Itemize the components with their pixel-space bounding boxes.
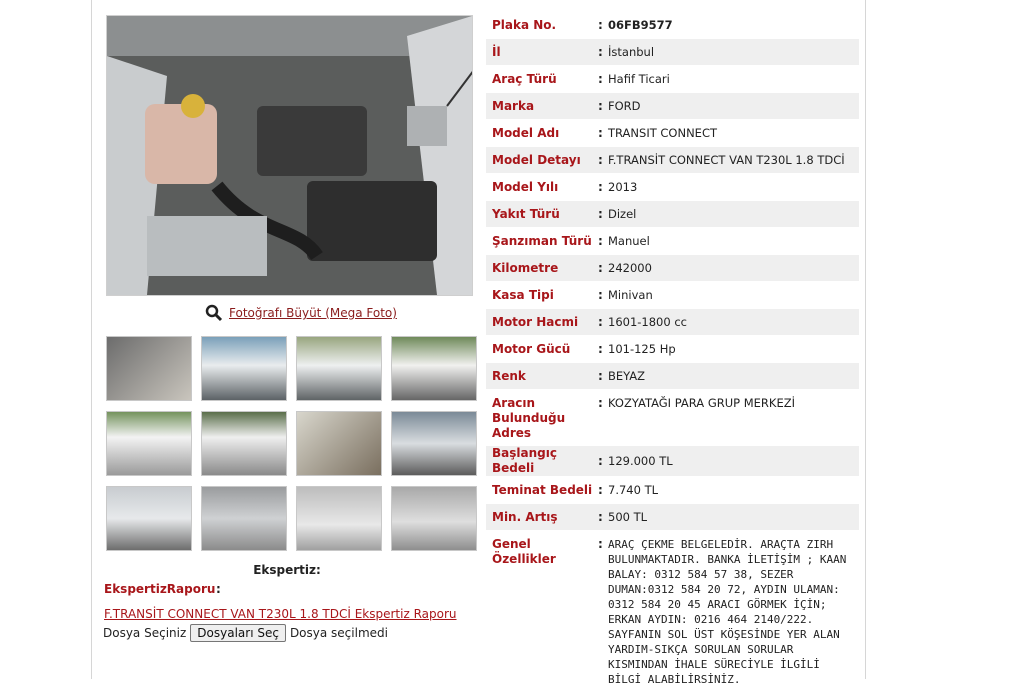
- thumbnail-photo[interactable]: [391, 336, 477, 401]
- listing-panel: [91, 0, 866, 686]
- details-label: Teminat Bedeli: [492, 482, 593, 497]
- details-value: F.TRANSİT CONNECT VAN T230L 1.8 TDCİ: [608, 152, 845, 167]
- details-value: 1601-1800 cc: [608, 314, 687, 329]
- details-colon: :: [598, 72, 603, 86]
- details-colon: :: [598, 180, 603, 194]
- details-value: FORD: [608, 98, 641, 113]
- zoom-photo-label[interactable]: Fotoğrafı Büyüt (Mega Foto): [229, 306, 397, 320]
- details-label: İl: [492, 44, 501, 59]
- details-row: [486, 93, 859, 120]
- details-value: 242000: [608, 260, 652, 275]
- details-row: [486, 390, 859, 446]
- details-label: Yakıt Türü: [492, 206, 560, 221]
- details-row: [486, 282, 859, 309]
- thumbnail-grid: [106, 336, 478, 552]
- thumbnail-photo[interactable]: [296, 336, 382, 401]
- details-value: Manuel: [608, 233, 650, 248]
- details-colon: :: [598, 510, 603, 524]
- details-row: [486, 531, 859, 692]
- details-value: 129.000 TL: [608, 453, 673, 468]
- details-label: Kasa Tipi: [492, 287, 554, 302]
- magnifier-icon: [205, 304, 223, 322]
- details-label: Model Detayı: [492, 152, 581, 167]
- thumbnail-photo[interactable]: [106, 486, 192, 551]
- engine-photo-illustration: [107, 16, 472, 295]
- ekspertiz-report-link[interactable]: F.TRANSİT CONNECT VAN T230L 1.8 TDCİ Ekspertiz Raporu: [104, 607, 457, 621]
- file-upload-label: Dosya Seçiniz: [103, 626, 187, 640]
- details-colon: :: [598, 126, 603, 140]
- details-colon: :: [598, 537, 603, 551]
- details-row: [486, 66, 859, 93]
- details-label: Model Adı: [492, 125, 560, 140]
- main-vehicle-photo[interactable]: [106, 15, 473, 296]
- details-label: Araç Türü: [492, 71, 557, 86]
- zoom-photo-link[interactable]: [205, 304, 397, 322]
- details-colon: :: [598, 315, 603, 329]
- details-label: Marka: [492, 98, 535, 113]
- details-label: Başlangıç Bedeli: [492, 446, 557, 475]
- details-value: BEYAZ: [608, 368, 646, 383]
- details-row: [486, 120, 859, 147]
- details-label: Min. Artış: [492, 509, 558, 524]
- details-row: [486, 12, 859, 39]
- details-value: TRANSIT CONNECT: [608, 125, 717, 140]
- details-label: Aracın Bulunduğu Adres: [492, 396, 566, 440]
- details-row: [486, 477, 859, 504]
- details-label: Motor Hacmi: [492, 314, 579, 329]
- details-value: KOZYATAĞI PARA GRUP MERKEZİ: [608, 396, 795, 410]
- details-row: [486, 309, 859, 336]
- details-row: [486, 363, 859, 390]
- ekspertiz-rapor-label: EkspertizRaporu: [104, 582, 216, 596]
- details-row: [486, 39, 859, 66]
- choose-files-button[interactable]: Dosyaları Seç: [190, 624, 286, 642]
- details-value: ARAÇ ÇEKME BELGELEDİR. ARAÇTA ZIRH BULUNMAKTADIR. BANKA İLETİŞİM ; KAAN BALAY: 0312 584 57 38, SEZER DUMAN:0312 584 20 72, AYDIN ULAMAN: 0312 584 20 45 ARACI GÖRMEK İÇİN; ERKAN AYDIN: 0216 464 2140/222. SAYFANIN SOL ÜST KÖŞESİNDE YER ALAN YARDIM-SIKÇA SORULAN SORULAR KISMINDAN İHALE SÜRECİYLE İLGİLİ BİLGİ ALABİLİRSİNİZ.: [608, 538, 847, 686]
- ekspertiz-heading: Ekspertiz:: [253, 563, 321, 577]
- details-value: 7.740 TL: [608, 482, 659, 497]
- ekspertiz-rapor-colon: :: [216, 582, 221, 596]
- details-row: [486, 255, 859, 282]
- details-colon: :: [598, 342, 603, 356]
- details-label: Model Yılı: [492, 179, 559, 194]
- thumbnail-photo[interactable]: [106, 336, 192, 401]
- details-colon: :: [598, 288, 603, 302]
- details-colon: :: [598, 234, 603, 248]
- details-colon: :: [598, 153, 603, 167]
- details-label: Genel Özellikler: [492, 537, 556, 566]
- thumbnail-photo[interactable]: [201, 486, 287, 551]
- file-upload-row: [103, 624, 388, 642]
- details-value: İstanbul: [608, 44, 655, 59]
- thumbnail-photo[interactable]: [296, 486, 382, 551]
- thumbnail-photo[interactable]: [201, 411, 287, 476]
- details-row: [486, 228, 859, 255]
- details-value: Dizel: [608, 206, 637, 221]
- details-label: Motor Gücü: [492, 341, 571, 356]
- details-value: Hafif Ticari: [608, 71, 670, 86]
- details-colon: :: [598, 99, 603, 113]
- details-value: 2013: [608, 179, 638, 194]
- details-value: 500 TL: [608, 509, 648, 524]
- details-colon: :: [598, 45, 603, 59]
- details-row: [486, 201, 859, 228]
- details-row: [486, 147, 859, 174]
- thumbnail-photo[interactable]: [391, 486, 477, 551]
- thumbnail-photo[interactable]: [106, 411, 192, 476]
- details-row: [486, 504, 859, 531]
- details-colon: :: [598, 396, 603, 410]
- details-row: [486, 174, 859, 201]
- photo-column: [92, 0, 482, 679]
- details-colon: :: [598, 18, 603, 32]
- details-label: Kilometre: [492, 260, 559, 275]
- details-label: Renk: [492, 368, 526, 383]
- thumbnail-photo[interactable]: [201, 336, 287, 401]
- details-colon: :: [598, 207, 603, 221]
- details-label: Plaka No.: [492, 17, 557, 32]
- details-value: 06FB9577: [608, 17, 673, 32]
- details-colon: :: [598, 454, 603, 468]
- details-label: Şanzıman Türü: [492, 233, 592, 248]
- thumbnail-photo[interactable]: [296, 411, 382, 476]
- details-value: Minivan: [608, 287, 653, 302]
- details-row: [486, 446, 859, 477]
- file-status-text: Dosya seçilmedi: [289, 626, 388, 640]
- details-colon: :: [598, 483, 603, 497]
- vehicle-details-table: [486, 12, 859, 692]
- thumbnail-photo[interactable]: [391, 411, 477, 476]
- details-colon: :: [598, 369, 603, 383]
- details-row: [486, 336, 859, 363]
- details-value: 101-125 Hp: [608, 341, 676, 356]
- details-colon: :: [598, 261, 603, 275]
